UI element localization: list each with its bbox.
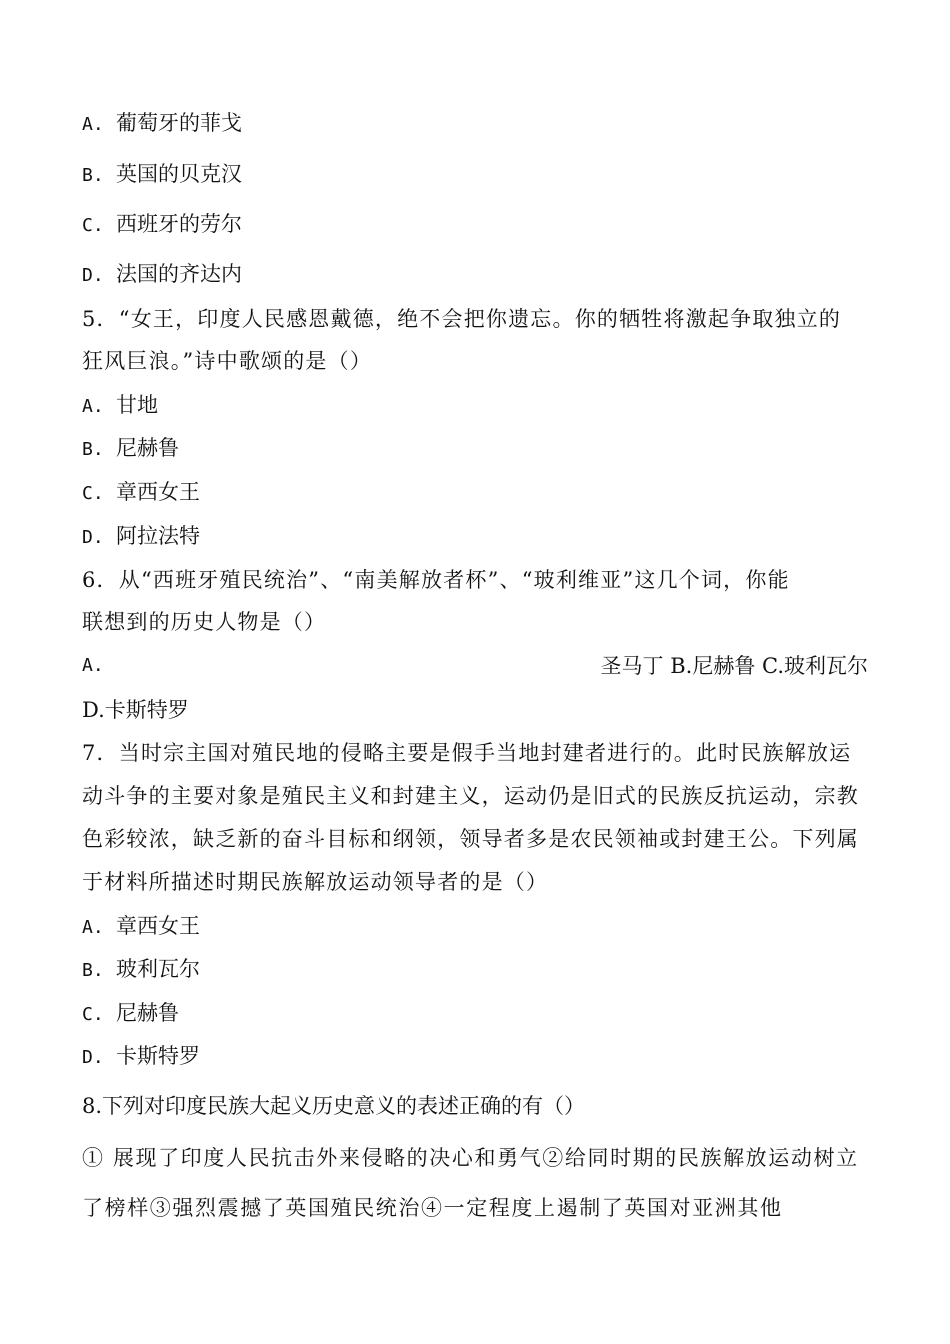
option-label: D.	[82, 1047, 104, 1068]
option-text: 英国的贝克汉	[116, 162, 242, 186]
option-text: 西班牙的劳尔	[116, 212, 242, 236]
option-label: D.	[82, 265, 104, 286]
q5-option-a[interactable]	[82, 390, 868, 422]
option-label: C.	[82, 483, 104, 504]
q8-stem-line1: 8.下列对印度民族大起义历史意义的表述正确的有（）	[82, 1094, 586, 1118]
q7-option-a[interactable]	[82, 911, 868, 943]
option-label: C.	[82, 215, 104, 236]
q7-stem-line3: 色彩较浓，缺乏新的奋斗目标和纲领，领导者多是农民领袖或封建王公。下列属	[82, 827, 859, 851]
q4-option-b[interactable]	[82, 159, 868, 191]
q7-option-b[interactable]	[82, 954, 868, 986]
option-text: 葡萄牙的菲戈	[116, 111, 242, 135]
q6-inline-options[interactable]: 圣马丁 B.尼赫鲁 C.玻利瓦尔	[600, 654, 868, 678]
q7-stem-line1: 7．当时宗主国对殖民地的侵略主要是假手当地封建者进行的。此时民族解放运	[82, 741, 852, 765]
option-label: B.	[82, 165, 104, 186]
option-label: A.	[82, 917, 104, 938]
option-label: C.	[82, 1004, 104, 1025]
q8-stem-line2: ① 展现了印度人民抗击外来侵略的决心和勇气②给同时期的民族解放运动树立	[82, 1146, 859, 1170]
q4-option-d[interactable]	[82, 259, 868, 291]
q7-option-c[interactable]	[82, 998, 868, 1030]
q5-option-b[interactable]	[82, 433, 868, 465]
q6-option-d[interactable]: D.卡斯特罗	[82, 698, 189, 722]
option-text: 章西女王	[116, 914, 200, 938]
q5-stem-line1: 5．“女王，印度人民感恩戴德，绝不会把你遗忘。你的牺牲将激起争取独立的	[82, 307, 842, 331]
option-text: 法国的齐达内	[116, 262, 242, 286]
option-text: 阿拉法特	[116, 524, 200, 548]
q5-option-c[interactable]	[82, 477, 868, 509]
q6-stem-line1: 6．从“西班牙殖民统治”、“南美解放者杯”、“玻利维亚”这几个词，你能	[82, 568, 790, 592]
option-label: A.	[82, 396, 104, 417]
q5-stem-line2: 狂风巨浪。”诗中歌颂的是（）	[82, 349, 373, 373]
option-text: 尼赫鲁	[116, 1001, 179, 1025]
q4-option-a[interactable]	[82, 108, 868, 140]
q5-option-d[interactable]	[82, 521, 868, 553]
option-text: 尼赫鲁	[116, 436, 179, 460]
option-label: D.	[82, 527, 104, 548]
option-text: 卡斯特罗	[116, 1044, 200, 1068]
option-text: 玻利瓦尔	[116, 957, 200, 981]
q7-option-d[interactable]	[82, 1041, 868, 1073]
q7-stem-line4: 于材料所描述时期民族解放运动领导者的是（）	[82, 870, 549, 894]
option-text: 章西女王	[116, 480, 200, 504]
q6-stem-line2: 联想到的历史人物是（）	[82, 610, 327, 634]
q4-option-c[interactable]	[82, 209, 868, 241]
option-label: B.	[82, 439, 104, 460]
q6-options-row	[82, 651, 868, 681]
q7-stem-line2: 动斗争的主要对象是殖民主义和封建主义，运动仍是旧式的民族反抗运动，宗教	[82, 784, 859, 808]
option-label: B.	[82, 960, 104, 981]
option-label: A.	[82, 114, 104, 135]
option-text: 甘地	[116, 393, 158, 417]
q6-option-a-label[interactable]: A.	[82, 655, 104, 676]
q8-stem-line3: 了榜样③强烈震撼了英国殖民统治④一定程度上遏制了英国对亚洲其他	[82, 1196, 783, 1220]
